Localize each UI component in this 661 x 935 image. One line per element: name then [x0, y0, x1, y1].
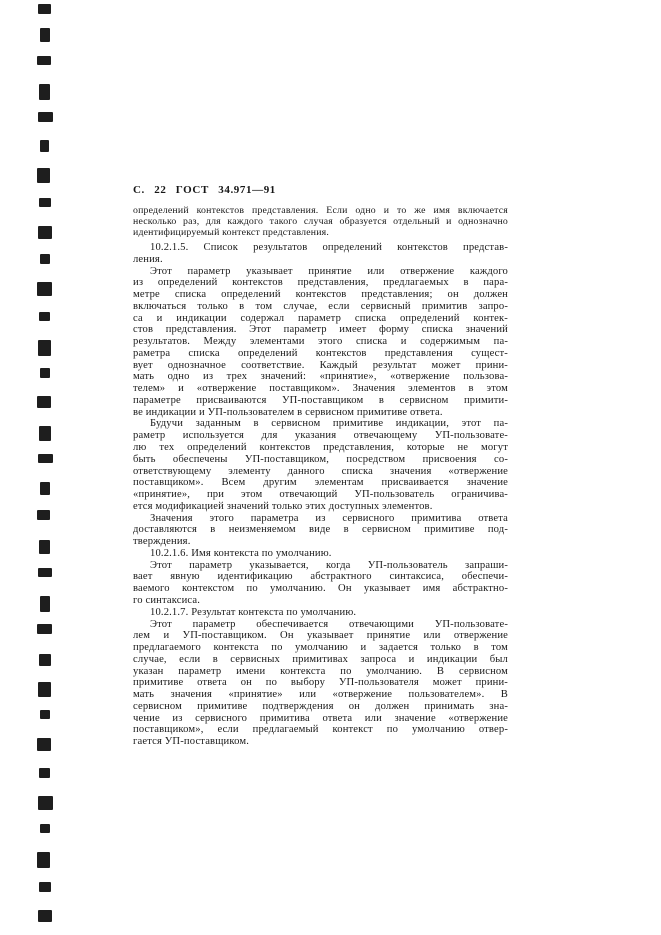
scan-mark	[40, 140, 49, 152]
text-line: чение из сервисного примитива ответа или значение «отвержение	[133, 712, 508, 724]
text-line: поставщиком». Всем другим элементам присваивается значение	[133, 477, 508, 489]
scan-mark	[37, 396, 51, 408]
text-line: быть обеспечены УП-поставщиком, посредством присвоения со-	[133, 453, 508, 465]
scan-mark	[38, 454, 53, 463]
text-line: лю тех определений контекстов представления, которые не могут	[133, 442, 508, 454]
text-line: доставляются в неизменяемом виде в сервисном примитиве под-	[133, 524, 508, 536]
scan-mark	[38, 226, 52, 239]
scan-mark	[38, 910, 52, 922]
text-line: предлагаемого контекста по умолчанию и задается только в том	[133, 642, 508, 654]
scan-mark	[38, 796, 53, 810]
scan-mark	[37, 510, 50, 520]
text-line: ления.	[133, 253, 163, 265]
text-line: телем» и «отвержение поставщиком». Значения элементов в этом	[133, 383, 508, 395]
scan-mark	[40, 824, 50, 833]
scan-mark	[40, 368, 50, 378]
scan-mark	[38, 682, 51, 697]
scan-mark	[39, 84, 50, 100]
text-line: Этот параметр указывается, когда УП-пользователь запраши-	[150, 559, 508, 571]
text-line: тверждения.	[133, 536, 191, 548]
scan-mark	[40, 482, 50, 495]
text-line: вает явную идентификацию абстрактного синтаксиса, обеспечи-	[133, 571, 508, 583]
text-line: параметре присваиваются УП-поставщиком в сервисном примити-	[133, 394, 508, 406]
scan-mark	[38, 340, 51, 356]
text-line: несколько раз, для каждого такого случая образуется отдельный и однозначно	[133, 216, 508, 227]
text-line: ваемого контекстом по умолчанию. Он указывает имя абстрактно-	[133, 583, 508, 595]
text-line: 10.2.1.6. Имя контекста по умолчанию.	[150, 547, 332, 559]
scan-mark	[37, 738, 51, 751]
text-line: стов представления. Этот параметр имеет форму списка значений	[133, 324, 508, 336]
scan-mark	[37, 282, 52, 296]
text-line: метре списка определений контекстов представления; он должен	[133, 289, 508, 301]
page-header: С. 22 ГОСТ 34.971—91	[133, 184, 276, 196]
text-line: раметр используется для указания отвечающему УП-пользовате-	[133, 430, 508, 442]
scan-mark	[37, 852, 50, 868]
text-line: вует однозначное соответствие. Каждый результат может прини-	[133, 359, 508, 371]
text-line: Этот параметр обеспечивается отвечающими УП-пользовате-	[150, 618, 508, 630]
text-line: примитиве ответа он по выбору УП-пользователя может прини-	[133, 677, 508, 689]
scan-mark	[39, 768, 50, 778]
text-line: 10.2.1.5. Список результатов определений контекстов представ-	[150, 242, 508, 253]
scan-mark	[39, 198, 51, 207]
text-line: ответствующему элементу данного списка значения «отвержение	[133, 465, 508, 477]
scan-mark	[38, 112, 53, 122]
text-column	[133, 205, 508, 748]
text-line: сервисном примитиве подтверждения он должен принимать зна-	[133, 700, 508, 712]
text-line: случае, если в сервисных примитивах запроса и индикации был	[133, 653, 508, 665]
text-line: Этот параметр указывает принятие или отвержение каждого	[150, 265, 508, 277]
text-line: из определений контекстов представления, предлагаемых в пара-	[133, 277, 508, 289]
text-line: го синтаксиса.	[133, 594, 201, 606]
text-line: са и индикации содержал параметр списка определений контек-	[133, 312, 508, 324]
scan-mark	[39, 540, 50, 554]
text-line: ется модификацией значений только этих доступных элементов.	[133, 500, 433, 512]
text-line: раметра списка определений контекстов представления сущест-	[133, 347, 508, 359]
text-line: поставщиком», если предлагаемый контекст по умолчанию отвер-	[133, 724, 508, 736]
text-line: «принятие», при этом отвечающий УП-пользователь ограничива-	[133, 489, 508, 501]
scan-artifact-marks	[0, 0, 60, 935]
text-line: включаться только в том случае, если сервисный примитив запро-	[133, 300, 508, 312]
scan-mark	[37, 56, 51, 65]
scan-mark	[38, 568, 52, 577]
scan-mark	[39, 654, 51, 666]
text-line: определений контекстов представления. Если одно и то же имя включается	[133, 205, 508, 216]
text-line: результатов. Между элементами этого списка и содержимым па-	[133, 336, 508, 348]
scan-mark	[40, 710, 50, 719]
text-line: указан параметр имени контекста по умолчанию. В сервисном	[133, 665, 508, 677]
scan-mark	[39, 312, 50, 321]
text-line: Будучи заданным в сервисном примитиве индикации, этот па-	[150, 418, 508, 430]
text-line: 10.2.1.7. Результат контекста по умолчанию.	[150, 606, 357, 618]
text-line: мать значения «принятие» или «отвержение пользователем». В	[133, 689, 508, 701]
scan-mark	[37, 168, 50, 183]
text-line: ве индикации и УП-пользователем в сервисном примитиве ответа.	[133, 406, 443, 418]
text-line: гается УП-поставщиком.	[133, 736, 249, 748]
scan-mark	[40, 28, 50, 42]
scan-mark	[38, 4, 51, 14]
scan-mark	[40, 596, 50, 612]
scan-mark	[39, 882, 51, 892]
scan-mark	[40, 254, 50, 264]
scan-mark	[39, 426, 51, 441]
text-line: мать одно из трех значений: «принятие», «отвержение пользова-	[133, 371, 508, 383]
text-line: идентифицируемый контекст представления.	[133, 227, 330, 238]
text-line: лем и УП-поставщиком. Он указывает принятие или отвержение	[133, 630, 508, 642]
text-line: Значения этого параметра из сервисного примитива ответа	[150, 512, 508, 524]
scan-mark	[37, 624, 52, 634]
